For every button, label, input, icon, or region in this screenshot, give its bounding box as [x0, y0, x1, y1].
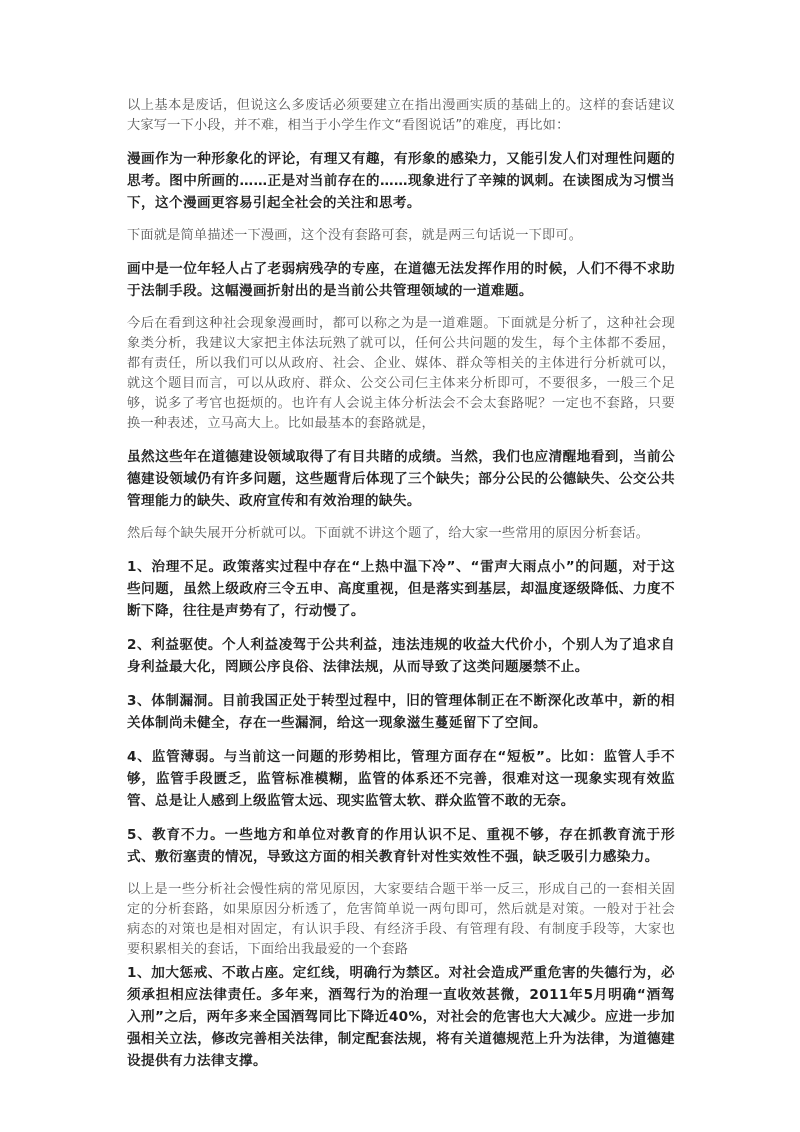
paragraph-cause-3: 3、体制漏洞。目前我国正处于转型过程中，旧的管理体制正在不断深化改革中，新的相关体制尚未健全，存在一些漏洞，给这一现象滋生蔓延留下了空间。 — [127, 693, 675, 731]
paragraph-cause-intro: 然后每个缺失展开分析就可以。下面就不讲这个题了，给大家一些常用的原因分析套话。 — [127, 526, 650, 541]
paragraph-countermeasure-1: 1、加大惩戒、不敢占座。定红线，明确行为禁区。对社会造成严重危害的失德行为，必须承担相应法律责任。多年来，酒驾行为的治理一直收效甚微，2011年5月明确“酒驾入刑”之后，两年多来全国酒驾同比下降近40%，对社会的危害也大大减少。应进一步加强相关立法，修改完善相关法律，制定配套法规，将有关道德规范上升为法律，为道德建设提供有力法律支撑。 — [127, 965, 675, 1069]
paragraph-cause-5: 5、教育不力。一些地方和单位对教育的作用认识不足、重视不够，存在抓教育流于形式、敷衍塞责的情况，导致这方面的相关教育针对性实效性不强，缺乏吸引力感染力。 — [127, 827, 675, 865]
paragraph-countermeasure-intro: 以上是一些分析社会慢性病的常见原因，大家要结合题干举一反三，形成自己的一套相关固定的分析套路，如果原因分析透了，危害简单说一两句即可，然后就是对策。一般对于社会病态的对策也是相对固定，有认识手段、有经济手段、有管理有段、有制度手段等，大家也要积累相关的套话，下面给出我最爱的一个套路 — [127, 882, 675, 957]
paragraph-template-comic-description: 画中是一位年轻人占了老弱病残孕的专座，在道德无法发挥作用的时候，人们不得不求助于法制手段。这幅漫画折射出的是当前公共管理领域的一道难题。 — [127, 261, 675, 299]
paragraph-cause-2: 2、利益驱使。个人利益凌驾于公共利益，违法违规的收益大代价小，个别人为了追求自身利益最大化，罔顾公序良俗、法律法规，从而导致了这类问题屡禁不止。 — [127, 637, 675, 675]
article-body — [127, 96, 675, 1084]
paragraph-intro: 以上基本是废话，但说这么多废话必须要建立在指出漫画实质的基础上的。这样的套话建议大家写一下小段，并不难，相当于小学生作文“看图说话”的难度，再比如： — [127, 98, 675, 133]
paragraph-template-three-deficits: 虽然这些年在道德建设领域取得了有目共睹的成绩。当然，我们也应清醒地看到，当前公德建设领域仍有许多问题，这些题背后体现了三个缺失；部分公民的公德缺失、公交公共管理能力的缺失、政府宣传和有效治理的缺失。 — [127, 449, 675, 509]
paragraph-subject-analysis: 今后在看到这种社会现象漫画时，都可以称之为是一道难题。下面就是分析了，这种社会现象类分析，我建议大家把主体法玩熟了就可以，任何公共问题的发生，每个主体都不委屈，都有责任，所以我们可以从政府、社会、企业、媒体、群众等相关的主体进行分析就可以，就这个题目而言，可以从政府、群众、公交公司仨主体来分析即可，不要很多，一般三个足够，说多了考官也挺烦的。也许有人会说主体分析法会不会太套路呢？一定也不套路，只要换一种表述，立马高大上。比如最基本的套路就是， — [127, 316, 675, 431]
paragraph-template-comic-commentary: 漫画作为一种形象化的评论，有理又有趣，有形象的感染力，又能引发人们对理性问题的思考。图中所画的……正是对当前存在的……现象进行了辛辣的讽刺。在读图成为习惯当下，这个漫画更容易引起全社会的关注和思考。 — [127, 151, 675, 211]
paragraph-cause-1: 1、治理不足。政策落实过程中存在“上热中温下冷”、“雷声大雨点小”的问题，对于这些问题，虽然上级政府三令五申、高度重视，但是落实到基层，却温度逐级降低、力度不断下降，往往是声势有了，行动慢了。 — [127, 559, 675, 619]
paragraph-cause-4: 4、监管薄弱。与当前这一问题的形势相比，管理方面存在“短板”。比如：监管人手不够，监管手段匮乏，监管标准模糊，监管的体系还不完善，很难对这一现象实现有效监管、总是让人感到上级监管太远、现实监管太软、群众监管不敢的无奈。 — [127, 749, 675, 809]
paragraph-describe-comic: 下面就是简单描述一下漫画，这个没有套路可套，就是两三句话说一下即可。 — [127, 228, 583, 243]
